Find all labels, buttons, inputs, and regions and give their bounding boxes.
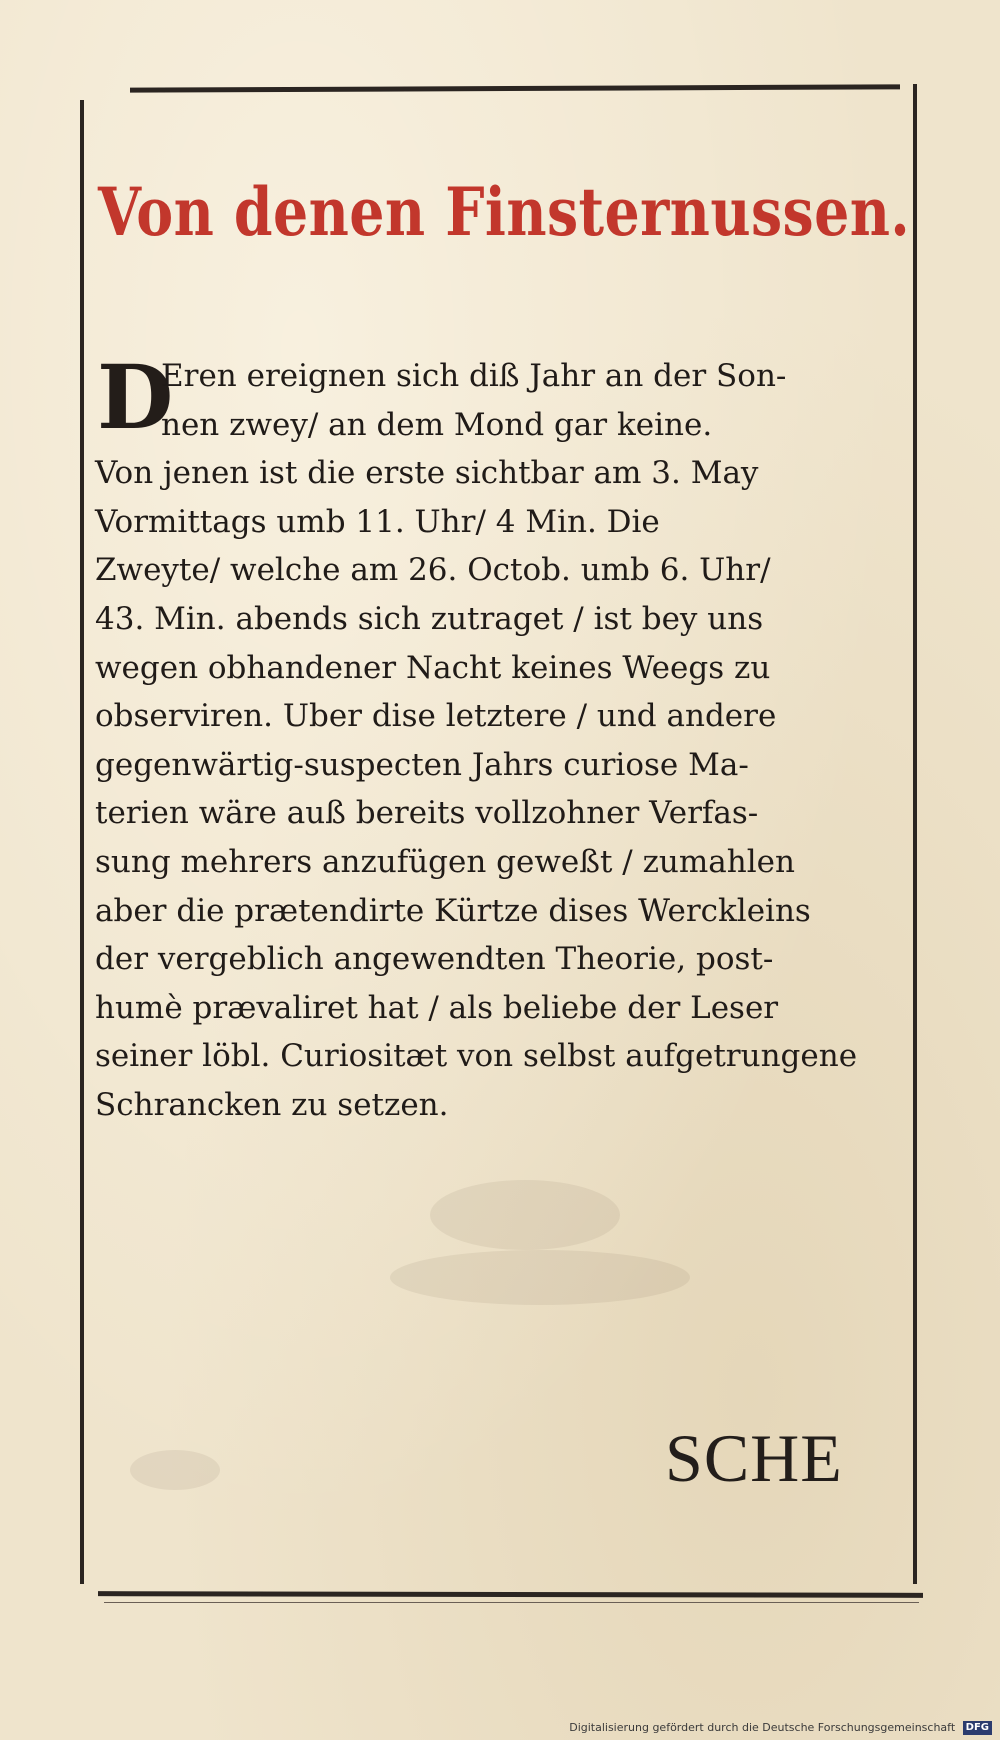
dfg-logo: DFG [963,1721,992,1735]
text-line: humè prævaliret hat / als beliebe der Leser [95,989,779,1026]
text-line: gegenwärtig-suspecten Jahrs curiose Ma- [95,746,749,783]
text-line: terien wäre auß bereits vollzohner Verfas- [95,795,759,832]
text-line: nen zwey/ an dem Mond gar keine. [161,406,713,443]
page-title: Von denen Finsternussen. [98,173,911,251]
footer-credit: Digitalisierung gefördert durch die Deutsche Forschungsgemeinschaft [569,1721,956,1734]
bleed-through-stain [390,1250,690,1305]
bleed-through-stain [130,1450,220,1490]
text-line: seiner löbl. Curiositæt von selbst aufgetrungene [95,1038,858,1075]
text-line: Eren ereignen sich diß Jahr an der Son- [161,358,787,394]
text-line: wegen obhandener Nacht keines Weegs zu [95,649,771,686]
text-line: Von jenen ist die erste sichtbar am 3. May [95,455,759,492]
text-line: 43. Min. abends sich zutraget / ist bey uns [95,600,764,637]
text-line: Vormittags umb 11. Uhr/ 4 Min. Die [95,503,660,540]
catchword: SCHE [665,1420,843,1496]
frame-left-rule [80,100,84,1584]
drop-capital: D [97,345,174,449]
text-line: Schrancken zu setzen. [95,1086,449,1123]
text-line: Zweyte/ welche am 26. Octob. umb 6. Uhr/ [95,552,771,589]
text-line: der vergeblich angewendten Theorie, post- [95,941,774,978]
text-line: sung mehrers anzufügen geweßt / zumahlen [95,843,795,880]
bleed-through-stain [430,1180,620,1250]
frame-bottom-hairline [104,1602,919,1603]
text-line: aber die prætendirte Kürtze dises Werckleins [95,892,811,929]
body-paragraph [95,345,907,1130]
digitization-footer [540,1720,992,1736]
frame-right-rule [913,84,917,1584]
text-line: observiren. Uber dise letztere / und andere [95,698,777,735]
